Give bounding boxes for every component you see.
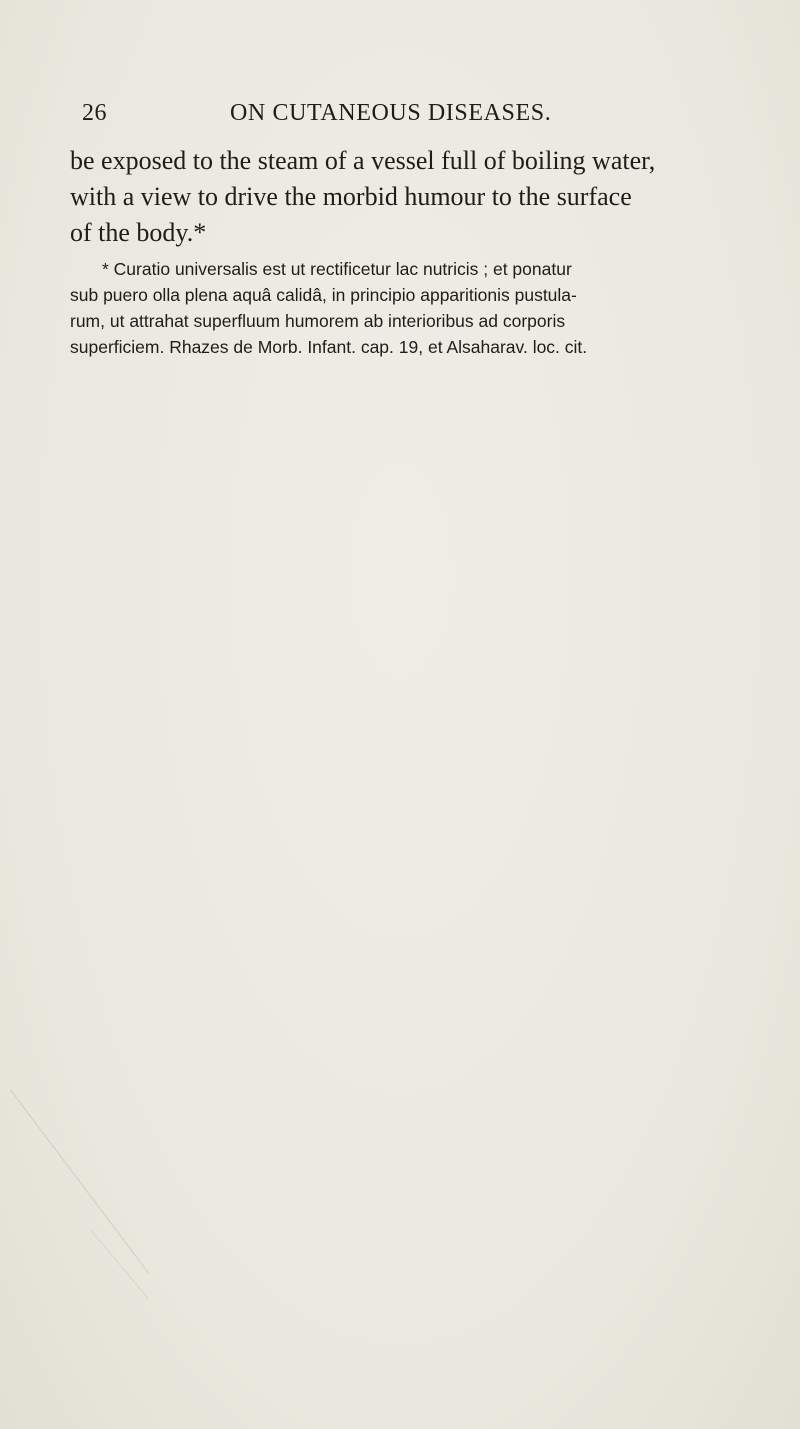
- footnote-line: superficiem. Rhazes de Morb. Infant. cap. 19, et Alsaharav. loc. cit.: [70, 337, 588, 357]
- paper-crease: [10, 1089, 149, 1273]
- running-title: ON CUTANEOUS DISEASES.: [230, 100, 552, 126]
- paper-crease: [90, 1229, 149, 1299]
- body-line: be exposed to the steam of a vessel full of boiling water,: [70, 146, 656, 175]
- body-line: with a view to drive the morbid humour to the surface: [70, 182, 632, 211]
- running-head: [70, 100, 750, 134]
- footnote-line: * Curatio universalis est ut rectificetur lac nutricis ; et ponatur: [102, 259, 572, 279]
- footnote-line: sub puero olla plena aquâ calidâ, in principio apparitionis pustula-: [70, 285, 577, 305]
- body-paragraph: [70, 143, 760, 251]
- body-line: of the body.*: [70, 218, 207, 247]
- page-number: 26: [82, 100, 107, 126]
- footnote: [70, 256, 770, 360]
- footnote-line: rum, ut attrahat superfluum humorem ab interioribus ad corporis: [70, 311, 566, 331]
